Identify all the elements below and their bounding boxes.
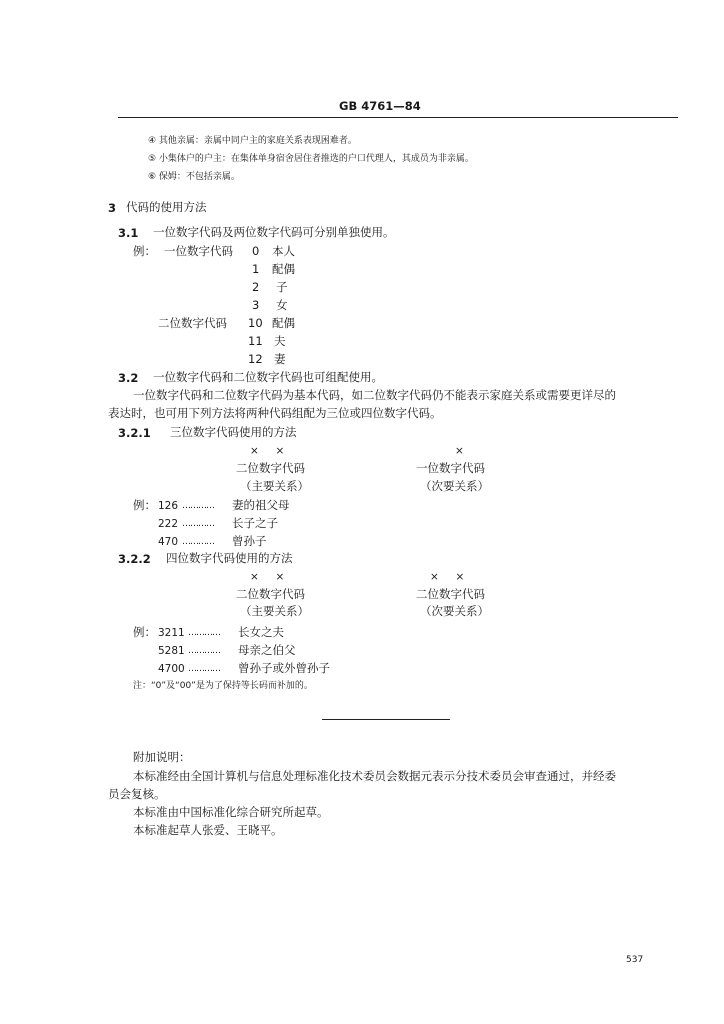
example-label: 例： [133, 498, 156, 512]
position-marks: × [455, 445, 464, 457]
subsection-title: 四位数字代码使用的方法 [166, 551, 293, 565]
group-label-two-digit: 二位数字代码 [158, 316, 227, 330]
leader-dots: ………… [188, 628, 220, 638]
code-part-label: 二位数字代码 [236, 461, 305, 475]
code-name: 夫 [274, 334, 286, 348]
appendix-line: 员会复核。 [108, 787, 166, 801]
code-value: 11 [248, 334, 263, 348]
code-value: 10 [248, 316, 263, 330]
code-name: 子 [276, 280, 288, 294]
example-label: 例： [133, 244, 156, 258]
subsection-number: 3.2.2 [118, 552, 151, 566]
code-name: 配偶 [272, 262, 295, 276]
position-marks: × × [430, 571, 465, 583]
example-meaning: 长子之子 [232, 516, 278, 530]
appendix-title: 附加说明： [133, 750, 191, 764]
subsection-number: 3.2 [118, 371, 139, 385]
code-part-sub: （主要关系） [240, 479, 309, 493]
code-value: 1 [252, 262, 260, 276]
appendix-line: 本标准由中国标准化综合研究所起草。 [133, 805, 329, 819]
code-name: 妻 [274, 352, 286, 366]
group-label-one-digit: 一位数字代码 [164, 244, 233, 258]
page-number: 537 [626, 955, 644, 965]
subsection-number: 3.1 [118, 226, 139, 240]
code-value: 0 [252, 244, 260, 258]
leader-dots: ………… [182, 501, 214, 511]
example-code: 3211 [158, 627, 185, 639]
end-separator [322, 719, 450, 720]
code-part-label: 一位数字代码 [416, 461, 485, 475]
example-meaning: 曾孙子 [232, 534, 267, 548]
example-meaning: 曾孙子或外曾孙子 [238, 661, 330, 675]
leader-dots: ………… [182, 519, 214, 529]
code-name: 配偶 [272, 316, 295, 330]
definition-item: ⑤ 小集体户的户主：在集体单身宿舍居住者推选的户口代理人，其成员为非亲属。 [148, 154, 474, 164]
definition-item: ④ 其他亲属：亲属中同户主的家庭关系表现困难者。 [148, 136, 357, 146]
appendix-line: 本标准起草人张爱、王晓平。 [133, 823, 283, 837]
example-meaning: 长女之夫 [238, 625, 284, 639]
code-part-sub: （主要关系） [240, 604, 309, 618]
code-value: 12 [248, 352, 263, 366]
leader-dots: ………… [182, 537, 214, 547]
code-part-label: 二位数字代码 [416, 587, 485, 601]
position-marks: × × [250, 571, 285, 583]
standard-number: GB 4761—84 [339, 99, 421, 113]
example-code: 470 [158, 536, 179, 548]
code-name: 本人 [272, 244, 295, 258]
code-part-label: 二位数字代码 [236, 587, 305, 601]
definition-item: ⑥ 保姆：不包括亲属。 [148, 172, 240, 182]
code-name: 女 [276, 298, 288, 312]
example-code: 4700 [158, 663, 185, 675]
paragraph-line: 一位数字代码和二位数字代码为基本代码，如二位数字代码仍不能表示家庭关系或需要更详尽的 [133, 388, 616, 402]
code-part-sub: （次要关系） [420, 604, 489, 618]
section-number: 3 [108, 201, 117, 215]
appendix-line: 本标准经由全国计算机与信息处理标准化技术委员会数据元表示分技术委员会审查通过，并经委 [133, 769, 616, 783]
leader-dots: ………… [188, 664, 220, 674]
example-code: 5281 [158, 645, 185, 657]
subsection-text: 一位数字代码和二位数字代码也可组配使用。 [153, 370, 383, 384]
note: 注：“0”及“00”是为了保持等长码而补加的。 [133, 681, 313, 691]
example-label: 例： [133, 625, 156, 639]
subsection-text: 一位数字代码及两位数字代码可分别单独使用。 [153, 225, 395, 239]
paragraph-line: 表达时，也可用下列方法将两种代码组配为三位或四位数字代码。 [108, 406, 442, 420]
leader-dots: ………… [188, 646, 220, 656]
code-part-sub: （次要关系） [420, 479, 489, 493]
subsection-number: 3.2.1 [118, 426, 151, 440]
section-title: 代码的使用方法 [126, 200, 207, 214]
code-value: 2 [252, 280, 260, 294]
subsection-title: 三位数字代码使用的方法 [170, 425, 297, 439]
example-meaning: 母亲之伯父 [238, 643, 296, 657]
example-meaning: 妻的祖父母 [232, 498, 290, 512]
code-value: 3 [252, 298, 260, 312]
example-code: 126 [158, 500, 179, 512]
position-marks: × × [250, 445, 285, 457]
header-rule [118, 117, 678, 118]
example-code: 222 [158, 518, 179, 530]
